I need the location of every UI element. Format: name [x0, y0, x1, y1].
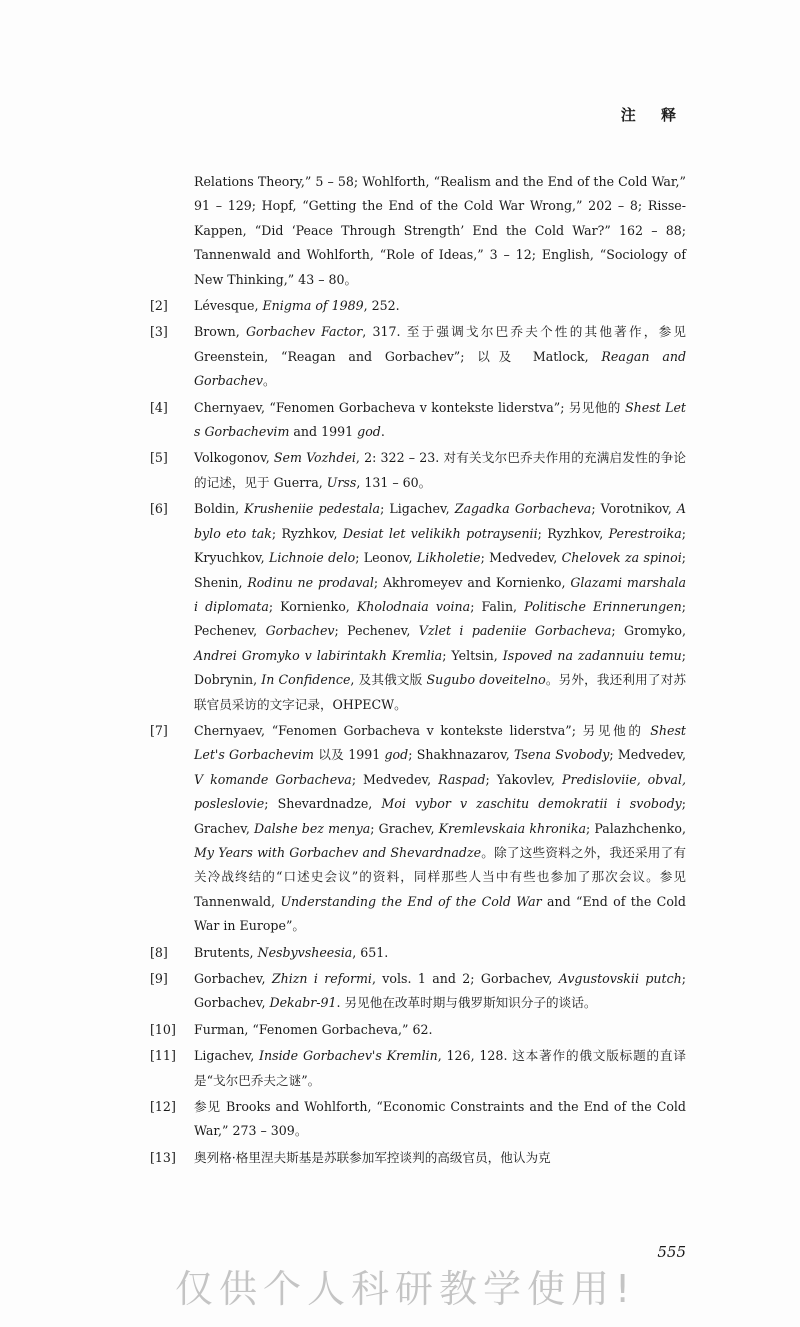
italic-title: Enigma of 1989	[262, 298, 364, 314]
italic-title: Nesbyvsheesia	[257, 944, 353, 960]
italic-title: Zagadka Gorbacheva	[454, 501, 592, 517]
note-text: Ligachev,	[194, 1048, 260, 1064]
watermark: 仅供个人科研教学使用!	[175, 1267, 637, 1311]
italic-title: In Confidence	[261, 672, 351, 688]
italic-title: Avgustovskii putch	[558, 971, 682, 986]
note-text: , 2: 322 – 23. 对有关戈尔巴乔夫作用的充满启发性的争论的记述，见于 Guerra,	[194, 450, 686, 490]
italic-title: Krusheniie pedestala	[244, 501, 381, 517]
footnote	[150, 1018, 686, 1042]
footnote	[150, 941, 686, 965]
note-text: , 252.	[363, 298, 400, 314]
note-text: ; Pechenev,	[334, 623, 419, 639]
note-text: , 131 – 60。	[356, 474, 432, 490]
note-text: ; Medvedev,	[351, 771, 439, 787]
note-text: .	[380, 424, 385, 440]
italic-title: V komande Gorbacheva	[194, 771, 352, 787]
note-text: ; Pechenev,	[194, 598, 686, 639]
note-text: ; Gromyko,	[611, 623, 686, 639]
note-text: ; Ligachev,	[380, 501, 455, 517]
note-text: Chernyaev, “Fenomen Gorbacheva v kontekste liderstva”; 另见他的	[194, 722, 651, 738]
italic-title: Vzlet i padeniie Gorbacheva	[418, 623, 612, 639]
footnote	[150, 320, 686, 393]
running-head: 注 释	[620, 106, 686, 124]
note-text: 参见 Brooks and Wohlforth, “Economic Constraints and the End of the Cold War,” 273 – 309。	[194, 1099, 686, 1139]
italic-title: Andrei Gromyko v labirintakh Kremlia	[194, 647, 443, 663]
italic-title: Lichnoie delo	[269, 550, 356, 566]
note-text: ; Yakovlev,	[485, 771, 562, 787]
note-text: 。除了这些资料之外，我还采用了有关冷战终结的“口述史会议”的资料，同样那些人当中有些也参加了那次会议。参见 Tannenwald,	[194, 844, 687, 909]
note-text: ; Dobrynin,	[194, 647, 686, 688]
note-text: ; Ryzhkov,	[271, 525, 343, 541]
italic-title: Perestroika	[608, 525, 682, 541]
italic-title: Politische Erinnerungen	[524, 598, 682, 614]
italic-title: Rodinu ne prodaval	[247, 574, 374, 590]
italic-title: Tsena Svobody	[513, 747, 610, 763]
note-text: ; Leonov,	[355, 550, 417, 566]
italic-title: Sem Vozhdei	[273, 450, 356, 466]
note-text: , 126, 128. 这本著作的俄文版标题的直译是“戈尔巴乔夫之谜”。	[194, 1048, 686, 1088]
note-text: ; Falin,	[470, 598, 525, 614]
note-text: ; Medvedev,	[609, 747, 686, 763]
note-text: ; Shakhnazarov,	[408, 747, 514, 763]
italic-title: Sugubo doveitelno	[426, 672, 546, 688]
footnote	[150, 497, 686, 717]
note-text: ; Shenin,	[194, 550, 686, 590]
italic-title: Dalshe bez menya	[253, 820, 371, 836]
italic-title: Dekabr-91	[269, 995, 337, 1011]
italic-title: Zhizn i reformi	[271, 971, 372, 986]
footnote-number: [12]	[150, 1099, 176, 1115]
italic-title: Gorbachev	[265, 623, 335, 639]
note-text: , 及其俄文版	[350, 672, 427, 688]
note-text: , 651.	[352, 944, 389, 960]
note-text: ; Palazhchenko,	[585, 820, 687, 836]
note-continuation	[150, 170, 686, 292]
note-text: Brutents,	[194, 944, 258, 960]
italic-title: Glazami marshala i diplomata	[194, 574, 686, 614]
note-text: Chernyaev, “Fenomen Gorbacheva v kontekste liderstva”; 另见他的	[194, 399, 626, 415]
footnote-number: [4]	[150, 399, 168, 415]
note-text: ; Ryzhkov,	[537, 525, 609, 541]
footnote	[150, 446, 686, 495]
footnote	[150, 1146, 686, 1170]
note-text: ; Shevardnadze,	[264, 796, 382, 812]
footnote-number: [5]	[150, 450, 168, 466]
italic-title: Inside Gorbachev's Kremlin	[259, 1048, 438, 1064]
footnote	[150, 967, 686, 1016]
italic-title: Shest Let s Gorbachevim	[194, 399, 686, 440]
note-text: ; Kryuchkov,	[194, 525, 686, 566]
italic-title: Kholodnaia voina	[356, 598, 471, 614]
footnote-number: [3]	[150, 324, 168, 340]
note-text: Relations Theory,” 5 – 58; Wohlforth, “Realism and the End of the Cold War,” 91 – 129; Hopf, “Getting the End of the Cold War Wrong,” 202 – 8; Risse-Kappen, “Did ‘Peace Through Strength’ End the Cold War?” 162 – 88; Tannenwald and Wohlforth, “Role of Ideas,” 3 – 12; English, “Sociology of New Thinking,” 43 – 80。	[194, 174, 686, 287]
note-text: , vols. 1 and 2; Gorbachev,	[371, 971, 559, 986]
footnote-number: [2]	[150, 298, 168, 314]
note-text: and 1991	[289, 424, 358, 440]
note-text: ; Grachev,	[194, 796, 687, 836]
italic-title: Reagan and Gorbachev	[194, 348, 687, 389]
footnote-number: [10]	[150, 1021, 176, 1037]
note-text: ; Grachev,	[370, 820, 439, 836]
note-text: Volkogonov,	[194, 450, 274, 466]
italic-title: Ispoved na zadannuiu temu	[502, 647, 682, 663]
footnote-number: [6]	[150, 501, 168, 517]
italic-title: Gorbachev Factor	[245, 324, 363, 340]
italic-title: god	[357, 424, 381, 440]
page-number: 555	[657, 1243, 686, 1261]
note-text: Lévesque,	[194, 298, 263, 314]
footnote-number: [13]	[150, 1149, 176, 1165]
footnote	[150, 294, 686, 318]
footnote	[150, 396, 686, 445]
note-text: ; Kornienko,	[268, 598, 357, 614]
italic-title: Raspad	[438, 771, 486, 787]
italic-title: Kremlevskaia khronika	[438, 820, 586, 836]
italic-title: Shest Let's Gorbachevim	[194, 722, 686, 763]
italic-title: god	[384, 747, 409, 763]
note-text: 奥列格·格里涅夫斯基是苏联参加军控谈判的高级官员，他认为克	[194, 1149, 551, 1165]
footnote	[150, 1095, 686, 1144]
italic-title: Moi vybor v zaschitu demokratii i svobody	[381, 796, 682, 812]
note-text: Boldin,	[194, 501, 245, 517]
note-text: 。	[262, 373, 276, 389]
footnote	[150, 719, 686, 939]
italic-title: A bylo eto tak	[194, 501, 687, 541]
footnote-number: [9]	[150, 971, 168, 986]
note-text: . 另见他在改革时期与俄罗斯知识分子的谈话。	[336, 995, 597, 1011]
note-text: and “End of the Cold War in Europe”。	[194, 893, 686, 934]
footnote-number: [11]	[150, 1048, 176, 1064]
footnote	[150, 1044, 686, 1093]
italic-title: Urss	[326, 474, 357, 490]
italic-title: My Years with Gorbachev and Shevardnadze	[194, 844, 482, 860]
note-text: Furman, “Fenomen Gorbacheva,” 62.	[194, 1021, 433, 1037]
note-text: Gorbachev,	[194, 971, 272, 986]
italic-title: Likholetie	[416, 550, 481, 566]
note-text: 以及 1991	[314, 747, 385, 763]
footnote-number: [8]	[150, 944, 168, 960]
note-text: ; Gorbachev,	[194, 971, 686, 1011]
note-text: , 317. 至于强调戈尔巴乔夫个性的其他著作，参见 Greenstein, “Reagan and Gorbachev”; 以及 Matlock,	[194, 324, 686, 364]
italic-title: Desiat let velikikh potraysenii	[342, 525, 538, 541]
notes-body	[150, 170, 686, 1170]
italic-title: Understanding the End of the Cold War	[280, 893, 542, 909]
italic-title: Predisloviie, obval, posleslovie	[194, 771, 686, 812]
note-text: 。另外，我还利用了对苏联官员采访的文字记录，OHPECW。	[194, 672, 686, 712]
note-text: ; Yeltsin,	[442, 647, 503, 663]
note-text: ; Akhromeyev and Kornienko,	[373, 574, 571, 590]
footnote-number: [7]	[150, 722, 168, 738]
italic-title: Chelovek za spinoi	[561, 550, 682, 566]
note-text: ; Vorotnikov,	[591, 501, 677, 517]
note-text: Brown,	[194, 324, 246, 340]
note-text: ; Medvedev,	[480, 550, 562, 566]
